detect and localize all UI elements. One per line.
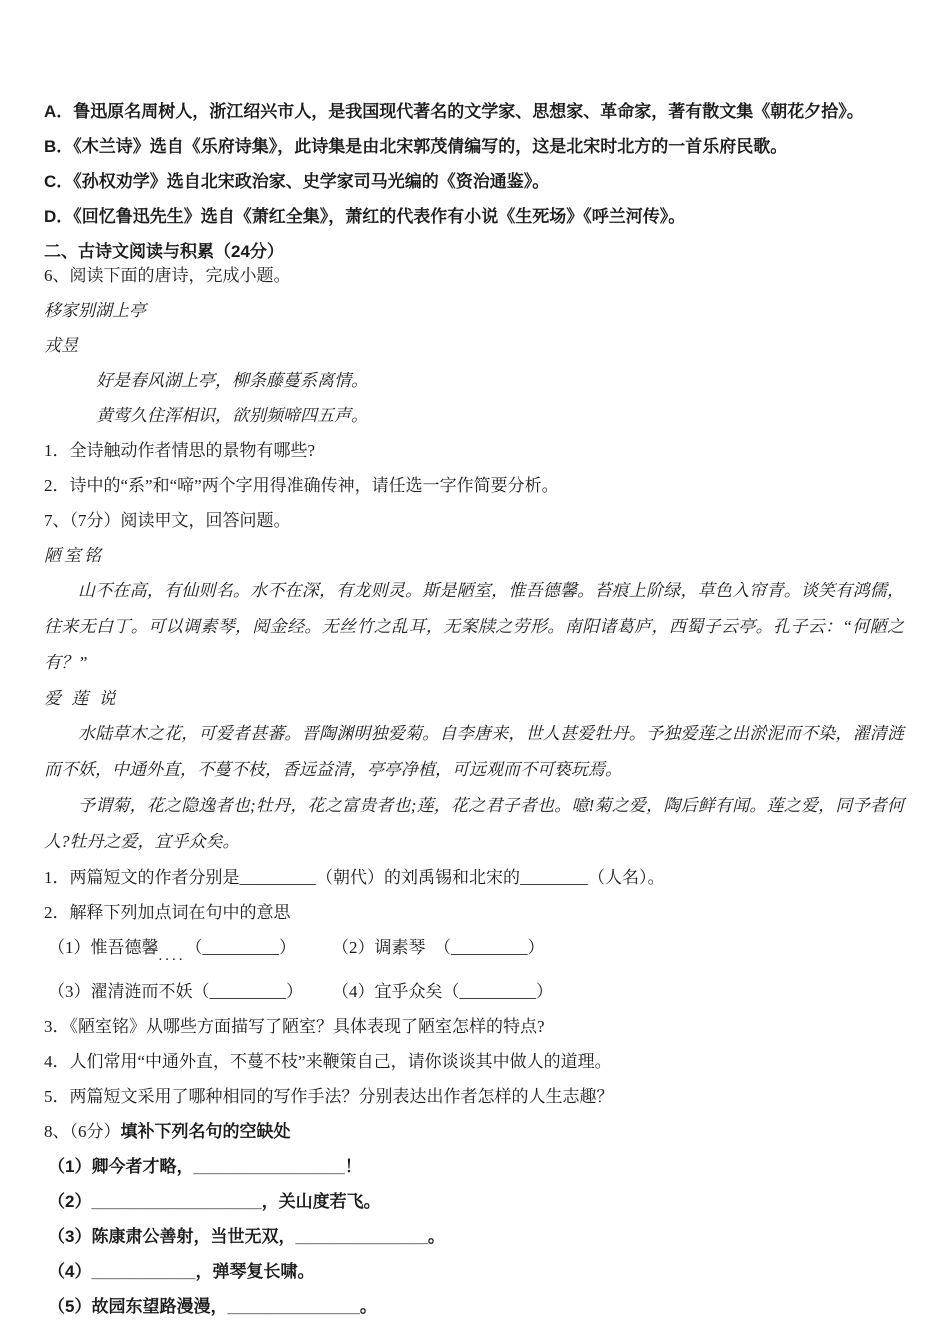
q8-fill-item-2: （2）__________________，关山度若飞。 — [48, 1192, 381, 1211]
q8-heading: 填补下列名句的空缺处 — [120, 1122, 291, 1141]
poem-line: 好是春风湖上亭，柳条藤蔓系离情。 — [96, 371, 368, 390]
q7-sub-question-2: 2．解释下列加点词在句中的意思 — [44, 903, 291, 922]
q8-fill-item-1: （1）卿今者才略，________________！ — [48, 1157, 362, 1176]
q6-intro: 6、阅读下面的唐诗，完成小题。 — [44, 266, 291, 285]
q8-fill-item-5: （5）故园东望路漫漫，______________。 — [48, 1297, 377, 1316]
q8-fill-item-3: （3）陈康肃公善射，当世无双，______________。 — [48, 1227, 445, 1246]
q7-word-blanks-row-1 — [44, 930, 904, 974]
option-a: A．鲁迅原名周树人，浙江绍兴市人，是我国现代著名的文学家、思想家、革命家，著有散文集《朝花夕拾》。 — [44, 102, 864, 121]
passage-loushiming: 山不在高，有仙则名。水不在深，有龙则灵。斯是陋室，惟吾德馨。苔痕上阶绿，草色入帘青。谈笑有鸿儒，往来无白丁。可以调素琴，阅金经。无丝竹之乱耳，无案牍之劳形。南阳诸葛庐，西蜀子云亭。孔子云：“何陋之有？” — [44, 581, 904, 672]
passage-ailianshuo-paragraph-2: 予谓菊，花之隐逸者也;牡丹，花之富贵者也;莲，花之君子者也。噫!菊之爱，陶后鲜有闻。莲之爱，同予者何人?牡丹之爱，宜乎众矣。 — [44, 796, 904, 851]
section-heading: 二、古诗文阅读与积累（24分） — [44, 242, 284, 261]
word-blank-item-2: （2）调素琴 （_________） — [332, 938, 545, 957]
word-blank-item-3: （3）濯清涟而不妖（_________） — [48, 982, 303, 1001]
q7-intro: 7、（7分）阅读甲文，回答问题。 — [44, 511, 291, 530]
q6-sub-question-1: 1．全诗触动作者情思的景物有哪些? — [44, 441, 316, 460]
word-blank-item-4: （4）宜乎众矣（_________） — [332, 982, 553, 1001]
word-blank-item-1-blank: （_________） — [185, 938, 296, 957]
q7-sub-question-3: 3．《陋室铭》从哪些方面描写了陋室？具体表现了陋室怎样的特点? — [44, 1017, 545, 1036]
q7-sub-question-4: 4．人们常用“中通外直，不蔓不枝”来鞭策自己，请你谈谈其中做人的道理。 — [44, 1052, 612, 1071]
poem-title: 移家别湖上亭 — [44, 301, 146, 320]
q7-word-blanks-row-2 — [44, 974, 904, 1009]
word-blank-item-1 — [48, 930, 332, 974]
q7-sub-question-5: 5．两篇短文采用了哪种相同的写作手法？分别表达出作者怎样的人生志趣？ — [44, 1087, 614, 1106]
word-blank-item-1-word: （1）惟吾德馨 — [48, 938, 159, 957]
passage-title-ailianshuo: 爱 莲 说 — [44, 689, 119, 708]
option-c: C．《孙权劝学》选自北宋政治家、史学家司马光编的《资治通鉴》。 — [44, 172, 550, 191]
emphasis-dots: .... — [158, 948, 186, 964]
passage-title-loushiming: 陋室铭 — [44, 546, 104, 565]
poem-line: 黄莺久住浑相识，欲别频啼四五声。 — [96, 406, 368, 425]
passage-ailianshuo-paragraph-1: 水陆草木之花，可爱者甚蕃。晋陶渊明独爱菊。自李唐来，世人甚爱牡丹。予独爱莲之出淤泥而不染，濯清涟而不妖，中通外直，不蔓不枝，香远益清，亭亭净植，可远观而不可亵玩焉。 — [44, 724, 904, 779]
option-b: B．《木兰诗》选自《乐府诗集》，此诗集是由北宋郭茂倩编写的，这是北宋时北方的一首乐府民歌。 — [44, 137, 788, 156]
q7-sub-question-1: 1．两篇短文的作者分别是_________（朝代）的刘禹锡和北宋的________（人名）。 — [44, 868, 665, 887]
poem-author: 戎昱 — [44, 336, 78, 355]
q8-fill-item-4: （4）___________，弹琴复长啸。 — [48, 1262, 315, 1281]
q6-sub-question-2: 2．诗中的“系”和“啼”两个字用得准确传神，请任选一字作简要分析。 — [44, 476, 559, 495]
q8-number: 8、（6分） — [44, 1122, 121, 1141]
q8-heading-line — [44, 1114, 904, 1149]
option-d: D．《回忆鲁迅先生》选自《萧红全集》，萧红的代表作有小说《生死场》《呼兰河传》。 — [44, 207, 686, 226]
